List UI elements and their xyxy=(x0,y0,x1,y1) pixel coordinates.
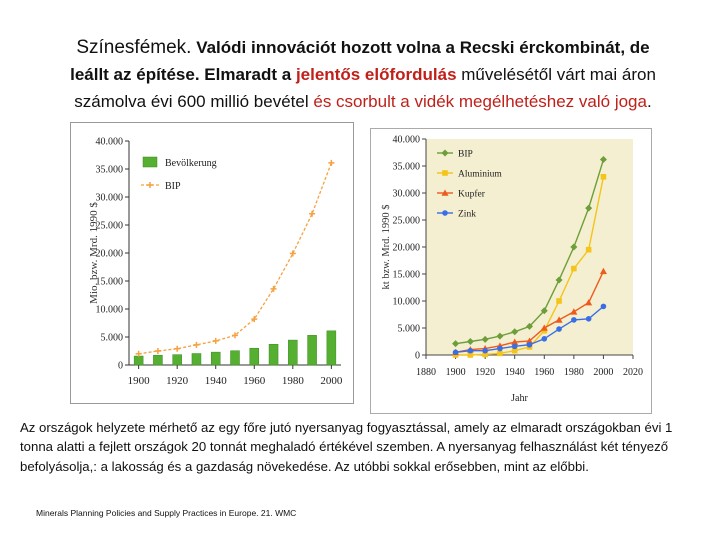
y-tick-label: 30.000 xyxy=(392,188,420,200)
legend-zink-marker xyxy=(442,210,448,216)
legend-population-label: Bevölkerung xyxy=(165,158,217,169)
x-tick-label: 1960 xyxy=(243,375,266,387)
y-tick-label: 25.000 xyxy=(392,215,420,227)
x-tick-label: 2000 xyxy=(593,367,614,378)
title-line3-a: számolva évi 600 millió bevétel xyxy=(74,92,309,111)
zink-point xyxy=(527,342,533,348)
zink-point xyxy=(468,348,474,354)
population-bar xyxy=(308,335,317,365)
x-tick-label: 1900 xyxy=(127,375,150,387)
population-bar xyxy=(173,355,182,365)
aluminium-point xyxy=(571,266,577,272)
population-gdp-chart-svg xyxy=(71,123,353,403)
zink-point xyxy=(601,304,607,310)
gdp-point xyxy=(309,211,315,217)
population-bar xyxy=(211,352,220,365)
y-tick-label: 10.000 xyxy=(392,296,420,308)
x-tick-label: 1880 xyxy=(416,367,436,378)
y-axis-label: kt bzw. Mrd. 1990 $ xyxy=(381,204,392,290)
legend-gdp-label: BIP xyxy=(165,181,181,192)
population-gdp-chart xyxy=(70,122,354,404)
y-tick-label: 0 xyxy=(118,360,123,372)
aluminium-point xyxy=(556,298,562,304)
title-line1: Valódi innovációt hozott volna a Recski érckombinát, de xyxy=(196,38,650,57)
slide-title xyxy=(28,34,698,115)
legend-aluminium-label: Aluminium xyxy=(458,169,502,180)
title-line3-c: . xyxy=(646,92,652,111)
legend-aluminium-marker xyxy=(442,170,448,176)
gdp-point xyxy=(213,338,219,344)
population-bar xyxy=(192,354,201,365)
y-tick-label: 35.000 xyxy=(392,161,420,173)
y-tick-label: 35.000 xyxy=(95,164,123,176)
population-bar xyxy=(134,356,143,365)
y-tick-label: 20.000 xyxy=(95,248,123,260)
x-axis-label: Jahr xyxy=(511,393,528,404)
gdp-point xyxy=(174,346,180,352)
metals-consumption-chart-svg xyxy=(371,129,651,413)
y-tick-label: 40.000 xyxy=(95,136,123,148)
y-tick-label: 20.000 xyxy=(392,242,420,254)
gdp-point xyxy=(155,348,161,354)
x-tick-label: 2020 xyxy=(623,367,643,378)
legend-kupfer-label: Kupfer xyxy=(458,189,485,200)
y-tick-label: 5.000 xyxy=(397,323,420,335)
population-bar xyxy=(250,348,259,365)
y-axis-label: Mio. bzw. Mrd. 1990 $ xyxy=(88,202,100,304)
legend-zink-label: Zink xyxy=(458,209,476,220)
y-tick-label: 15.000 xyxy=(95,276,123,288)
zink-point xyxy=(586,316,592,322)
description-text: Az országok helyzete mérhető az egy főre jutó nyersanyag fogyasztással, amely az elmaradt országokban évi 1 tonna alatti a fejlett országok 20 tonnát meghaladó értékével szemben. A nyersanyag felhasználást két tényező befolyásolja,: a lakosság és a gazdaság növekedése. Az utóbbi sokkal erősebben, mint az előbbi. xyxy=(20,420,673,474)
zink-point xyxy=(497,346,503,352)
zink-point xyxy=(482,348,488,354)
legend-population-swatch xyxy=(143,157,157,167)
x-tick-label: 1980 xyxy=(281,375,304,387)
y-tick-label: 40.000 xyxy=(392,134,420,146)
title-line2-c: művelésétől várt mai áron xyxy=(461,65,656,84)
x-tick-label: 1940 xyxy=(204,375,227,387)
zink-point xyxy=(453,350,459,356)
population-bar xyxy=(153,355,162,365)
zink-point xyxy=(571,317,577,323)
x-tick-label: 1980 xyxy=(563,367,584,378)
y-tick-label: 15.000 xyxy=(392,269,420,281)
metals-consumption-chart xyxy=(370,128,652,414)
population-bar xyxy=(231,351,240,365)
title-line3-b: és csorbult a vidék megélhetéshez való joga xyxy=(313,92,647,111)
title-line2-a: leállt az építése. Elmaradt a xyxy=(70,65,292,84)
legend-gdp-marker xyxy=(147,182,153,188)
population-bar xyxy=(288,340,297,365)
x-tick-label: 1920 xyxy=(475,367,496,378)
x-tick-label: 2000 xyxy=(320,375,343,387)
aluminium-point xyxy=(497,351,503,357)
y-tick-label: 25.000 xyxy=(95,220,123,232)
zink-point xyxy=(541,336,547,342)
title-topic: Színesfémek. xyxy=(76,37,192,58)
gdp-point xyxy=(328,160,334,166)
gdp-point xyxy=(193,342,199,348)
x-tick-label: 1940 xyxy=(504,367,525,378)
population-bar xyxy=(327,331,336,365)
legend-bip-label: BIP xyxy=(458,149,473,160)
source-citation: Minerals Planning Policies and Supply Practices in Europe. 21. WMC xyxy=(36,508,297,518)
y-tick-label: 10.000 xyxy=(95,304,123,316)
population-bar xyxy=(269,344,278,365)
zink-point xyxy=(512,344,518,350)
aluminium-point xyxy=(586,247,592,253)
y-tick-label: 5.000 xyxy=(100,332,123,344)
aluminium-point xyxy=(601,174,607,180)
y-tick-label: 30.000 xyxy=(95,192,123,204)
title-line2-b: jelentős előfordulás xyxy=(295,65,457,84)
x-tick-label: 1900 xyxy=(445,367,466,378)
y-tick-label: 0 xyxy=(415,350,420,362)
x-tick-label: 1960 xyxy=(534,367,555,378)
x-tick-label: 1920 xyxy=(166,375,189,387)
gdp-point xyxy=(290,251,296,257)
zink-point xyxy=(556,326,562,332)
